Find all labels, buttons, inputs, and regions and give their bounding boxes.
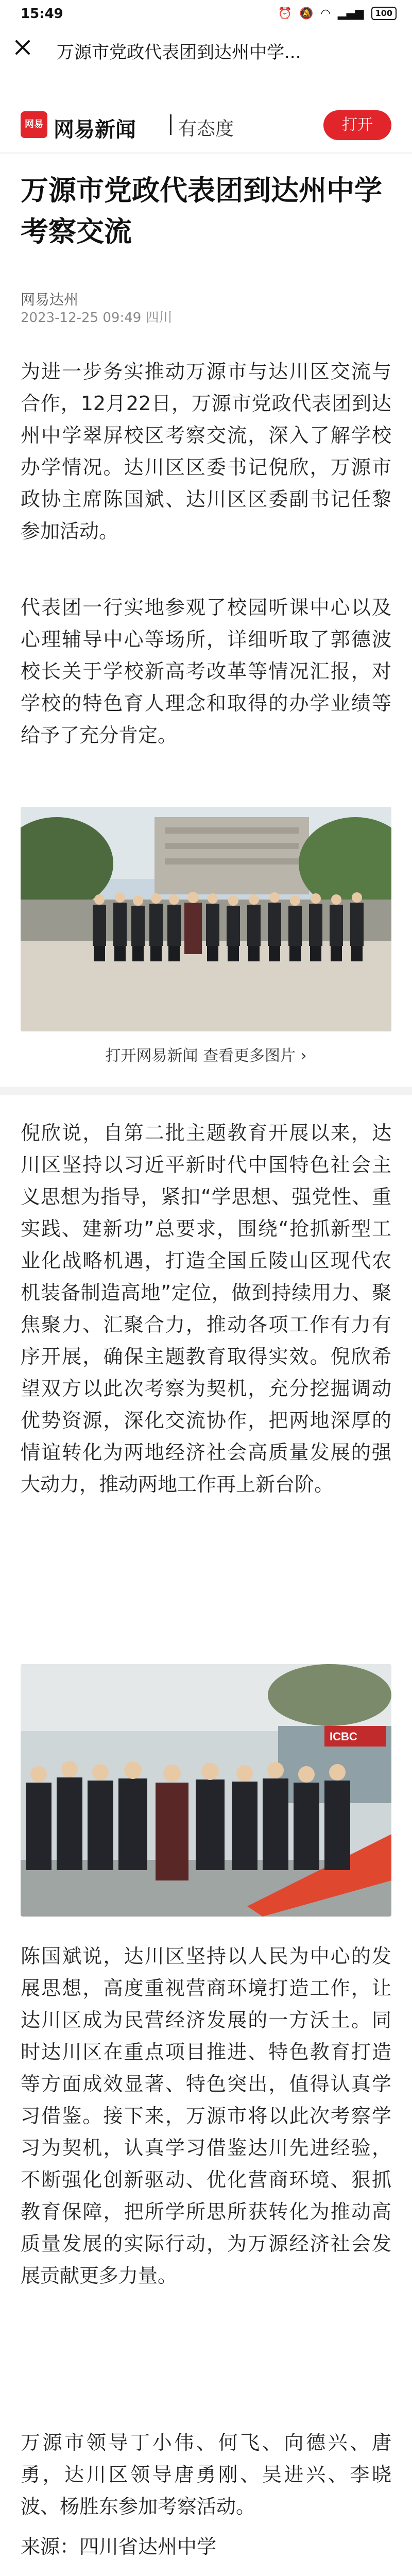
paragraph-6: 来源：四川省达州中学 <box>21 2535 217 2558</box>
mute-icon: 🔕 <box>299 7 314 20</box>
photo-2-image <box>21 1664 391 1917</box>
nav-title: 万源市党政代表团到达州中学... <box>57 42 301 63</box>
brand-divider <box>170 114 171 135</box>
paragraph-1: 为进一步务实推动万源市与达川区交流与合作，12月22日，万源市党政代表团到达州中学翠屏校区考察交流，深入了解学校办学情况。达川区区委书记倪欣，万源市政协主席陈国斌、达川区区委副书记任黎参加活动。 <box>21 360 391 543</box>
more-photos-link[interactable]: 打开网易新闻 查看更多图片 › <box>105 1047 307 1065</box>
paragraph-2: 代表团一行实地参观了校园听课中心以及心理辅导中心等场所，详细听取了郭德波校长关于学校新高考改革等情况汇报，对学校的特色育人理念和取得的办学业绩等给予了充分肯定。 <box>21 596 391 747</box>
close-icon[interactable] <box>11 36 34 59</box>
section-divider <box>0 1087 412 1095</box>
status-bar <box>0 0 412 27</box>
article-source[interactable]: 网易达州 <box>21 291 79 308</box>
status-icons <box>278 6 397 21</box>
article-photo-2[interactable] <box>21 1664 391 1917</box>
battery-icon: 100 <box>371 7 397 20</box>
netease-logo: 网易 <box>21 111 47 138</box>
article-time: 2023-12-25 09:49 四川 <box>21 310 173 326</box>
photo-1-image <box>21 807 391 1031</box>
photo-2-banner-text: ICBC <box>330 1730 357 1743</box>
top-nav <box>0 27 412 68</box>
article-title: 万源市党政代表团到达州中学考察交流 <box>21 174 382 248</box>
paragraph-3: 倪欣说，自第二批主题教育开展以来，达川区坚持以习近平新时代中国特色社会主义思想为指导，紧扣“学思想、强党性、重实践、建新功”总要求，围绕“抢抓新型工业化战略机遇，打造全国丘陵山区现代农机装备制造高地”定位，做到持续用力、聚焦聚力、汇聚合力，推动各项工作有力有序开展，确保主题教育取得实效。倪欣希望双方以此次考察为契机，充分挖掘调动优势资源，深化交流协作，把两地深厚的情谊转化为两地经济社会高质量发展的强大动力，推动两地工作再上新台阶。 <box>21 1122 391 1496</box>
signal-icon: ▂▄▆ <box>337 7 364 20</box>
open-app-button[interactable]: 打开 <box>323 110 391 140</box>
status-time: 15:49 <box>21 6 63 22</box>
brand-bar <box>0 96 412 154</box>
paragraph-5: 万源市领导丁小伟、何飞、向德兴、唐勇，达川区领导唐勇刚、吴进兴、李晓波、杨胜东参加考察活动。 <box>21 2431 391 2518</box>
brand-slogan: 有态度 <box>178 118 234 140</box>
paragraph-4: 陈国斌说，达川区坚持以人民为中心的发展思想，高度重视营商环境打造工作，让达川区成为民营经济发展的一方沃土。同时达川区在重点项目推进、特色教育打造等方面成效显著、特色突出，值得认真学习借鉴。接下来，万源市将以此次考察学习为契机，认真学习借鉴达川先进经验，不断强化创新驱动、优化营商环境、狠抓教育保障，把所学所思所获转化为推动高质量发展的实际行动，为万源经济社会发展贡献更多力量。 <box>21 1945 391 2287</box>
alarm-icon: ⏰ <box>278 7 293 20</box>
brand-name: 网易新闻 <box>54 118 136 142</box>
wifi-icon: ◠ <box>320 7 331 20</box>
article-photo-1[interactable] <box>21 807 391 1031</box>
